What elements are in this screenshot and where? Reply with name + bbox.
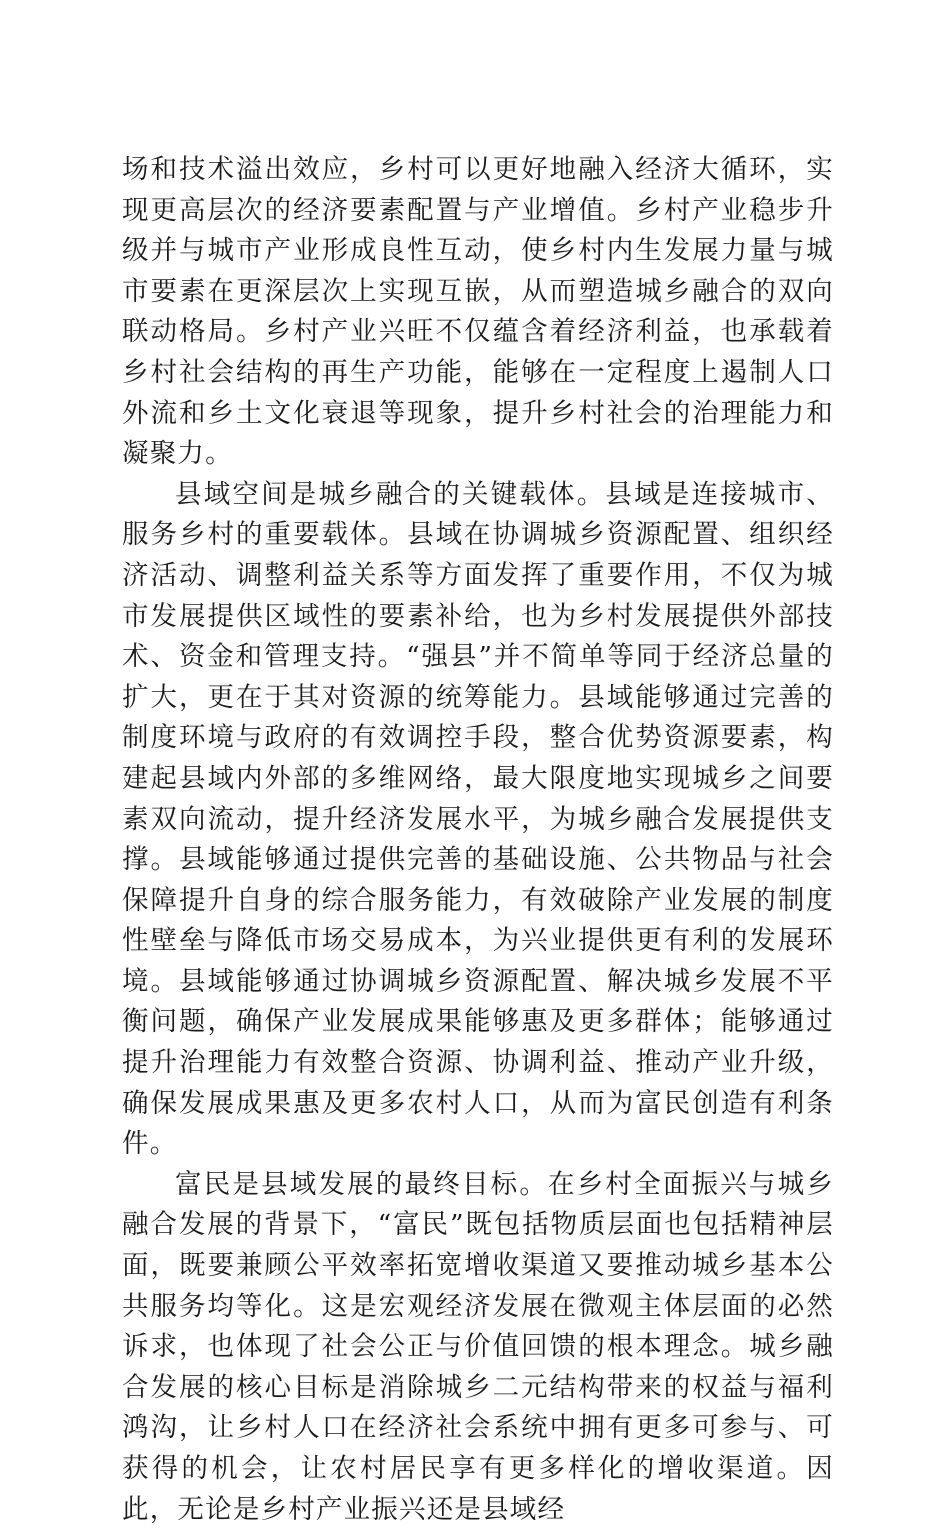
document-body — [122, 150, 834, 1530]
paragraph-continued: 场和技术溢出效应，乡村可以更好地融入经济大循环，实现更高层次的经济要素配置与产业增值。乡村产业稳步升级并与城市产业形成良性互动，使乡村内生发展力量与城市要素在更深层次上实现互嵌，从而塑造城乡融合的双向联动格局。乡村产业兴旺不仅蕴含着经济利益，也承载着乡村社会结构的再生产功能，能够在一定程度上遏制人口外流和乡土文化衰退等现象，提升乡村社会的治理能力和凝聚力。 — [122, 154, 834, 470]
paragraph-county-space: 县域空间是城乡融合的关键载体。县域是连接城市、服务乡村的重要载体。县域在协调城乡资源配置、组织经济活动、调整利益关系等方面发挥了重要作用，不仅为城市发展提供区域性的要素补给，也为乡村发展提供外部技术、资金和管理支持。“强县”并不简单等同于经济总量的扩大，更在于其对资源的统筹能力。县域能够通过完善的制度环境与政府的有效调控手段，整合优势资源要素，构建起县域内外部的多维网络，最大限度地实现城乡之间要素双向流动，提升经济发展水平，为城乡融合发展提供支撑。县域能够通过提供完善的基础设施、公共物品与社会保障提升自身的综合服务能力，有效破除产业发展的制度性壁垒与降低市场交易成本，为兴业提供更有利的发展环境。县域能够通过协调城乡资源配置、解决城乡发展不平衡问题，确保产业发展成果能够惠及更多群体；能够通过提升治理能力有效整合资源、协调利益、推动产业升级，确保发展成果惠及更多农村人口，从而为富民创造有利条件。 — [122, 478, 834, 1160]
paragraph-enriching-people: 富民是县域发展的最终目标。在乡村全面振兴与城乡融合发展的背景下，“富民”既包括物质层面也包括精神层面，既要兼顾公平效率拓宽增收渠道又要推动城乡基本公共服务均等化。这是宏观经济发展在微观主体层面的必然诉求，也体现了社会公正与价值回馈的根本理念。城乡融合发展的核心目标是消除城乡二元结构带来的权益与福利鸿沟，让乡村人口在经济社会系统中拥有更多可参与、可获得的机会，让农村居民享有更多样化的增收渠道。因此，无论是乡村产业振兴还是县域经 — [122, 1168, 834, 1525]
